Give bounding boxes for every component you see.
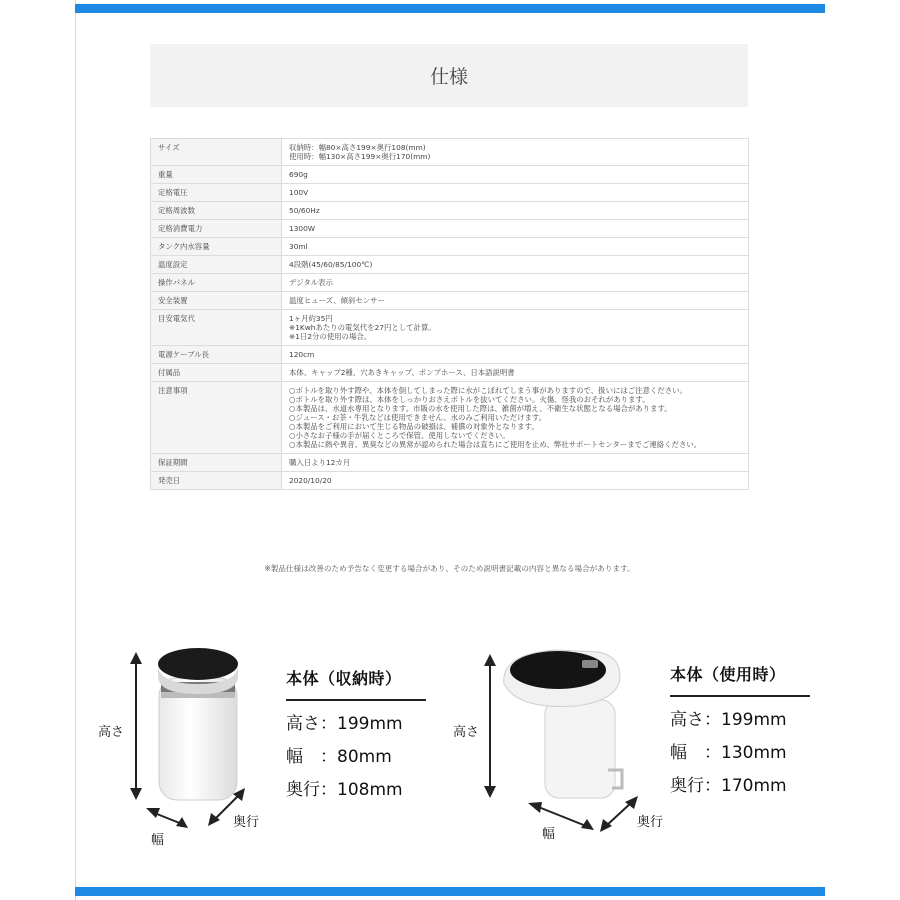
in-use-depth: 奥行：170mm [670, 776, 787, 796]
stored-depth-label: 奥行 [233, 815, 260, 830]
spec-value-line: ○本製品をご利用において生じる物品の破損は、補償の対象外となります。 [289, 422, 539, 431]
spec-row [151, 202, 749, 220]
spec-value-line: 温度ヒューズ、傾斜センサー [289, 296, 385, 305]
spec-value-line: 30ml [289, 242, 308, 251]
spec-row [151, 472, 749, 490]
spec-key: 定格周波数 [151, 202, 282, 220]
spec-row [151, 292, 749, 310]
spec-value-line: 使用時：幅130×高さ199×奥行170(mm) [289, 152, 431, 161]
width-arrow-icon [528, 802, 594, 830]
spec-row [151, 364, 749, 382]
spec-row [151, 274, 749, 292]
spec-value [282, 364, 749, 382]
spec-value [282, 382, 749, 454]
spec-value [282, 310, 749, 346]
stored-height-label: 高さ [98, 725, 125, 740]
in-use-width: 幅 ：130mm [670, 743, 787, 763]
spec-value [282, 454, 749, 472]
in-use-dimensions [670, 662, 810, 796]
spec-table [150, 138, 749, 490]
spec-value [282, 184, 749, 202]
page-title: 仕様 [429, 66, 468, 88]
spec-key: 注意事項 [151, 382, 282, 454]
page-frame-line [75, 0, 76, 900]
spec-key: 操作パネル [151, 274, 282, 292]
in-use-heading: 本体（使用時） [670, 662, 810, 697]
spec-value [282, 274, 749, 292]
spec-key: 保証期間 [151, 454, 282, 472]
spec-value-line: 本体、キャップ2種、穴あきキャップ、ポンプホース、日本語説明書 [289, 368, 515, 377]
spec-key: 付属品 [151, 364, 282, 382]
spec-row [151, 139, 749, 166]
spec-value [282, 256, 749, 274]
spec-value-line: 4段階(45/60/85/100℃) [289, 260, 373, 269]
spec-row [151, 454, 749, 472]
spec-note: ※製品仕様は改善のため予告なく変更する場合があり、そのため説明書記載の内容と異なる場合があります。 [264, 564, 635, 573]
spec-key: 定格消費電力 [151, 220, 282, 238]
height-arrow-icon [130, 652, 142, 800]
spec-value-line: 購入日より12カ月 [289, 458, 351, 467]
spec-row [151, 166, 749, 184]
spec-key: 電源ケーブル長 [151, 346, 282, 364]
spec-key: 目安電気代 [151, 310, 282, 346]
spec-row [151, 220, 749, 238]
top-accent-bar [75, 4, 825, 13]
stored-height: 高さ：199mm [286, 714, 403, 734]
spec-value-line: 1300W [289, 224, 316, 233]
stored-width: 幅 ：80mm [286, 747, 392, 767]
spec-key: 温度設定 [151, 256, 282, 274]
spec-value-line: ○ジュース・お茶・牛乳などは使用できません。水のみご利用いただけます。 [289, 413, 547, 422]
in-use-height-label: 高さ [453, 725, 480, 740]
spec-value-line: 2020/10/20 [289, 476, 332, 485]
stored-dimensions [286, 666, 426, 800]
spec-value-line: ○本製品は、水道水専用となります。市販の水を使用した際は、雑菌が増え、不衛生な状態となる場合があります。 [289, 404, 672, 413]
spec-value [282, 472, 749, 490]
spec-value-line: 690g [289, 170, 308, 179]
spec-row [151, 238, 749, 256]
spec-value-line: ○本製品に熱や異音、異臭などの異常が認められた場合は直ちにご使用を止め、弊社サポートセンターまでご連絡ください。 [289, 440, 702, 449]
spec-value-line: 120cm [289, 350, 315, 359]
spec-value [282, 166, 749, 184]
spec-value [282, 139, 749, 166]
spec-row [151, 346, 749, 364]
height-arrow-icon [484, 654, 496, 798]
bottom-accent-bar [75, 887, 825, 896]
spec-value-line: 100V [289, 188, 309, 197]
spec-key: タンク内水容量 [151, 238, 282, 256]
spec-value [282, 346, 749, 364]
spec-key: 発売日 [151, 472, 282, 490]
spec-key: サイズ [151, 139, 282, 166]
spec-key: 安全装置 [151, 292, 282, 310]
spec-row [151, 184, 749, 202]
spec-value-line: 1ヶ月約35円 [289, 314, 333, 323]
spec-value-line: ※1日2分の使用の場合。 [289, 332, 372, 341]
spec-value-line: ○小さなお子様の手が届くところで保管、使用しないでください。 [289, 431, 510, 440]
spec-value-line: ○ボトルを取り外す際や、本体を倒してしまった際に水がこぼれてしまう事がありますので、扱いにはご注意ください。 [289, 386, 687, 395]
spec-value-line: 50/60Hz [289, 206, 320, 215]
spec-value [282, 292, 749, 310]
stored-heading: 本体（収納時） [286, 666, 426, 701]
spec-key: 重量 [151, 166, 282, 184]
width-arrow-icon [146, 808, 188, 828]
depth-arrow-icon [600, 796, 638, 832]
spec-value-line: ○ボトルを取り外す際は、本体をしっかりおさえボトルを抜いてください。火傷、怪我のおそれがあります。 [289, 395, 650, 404]
spec-row [151, 310, 749, 346]
spec-value [282, 238, 749, 256]
in-use-height: 高さ：199mm [670, 710, 787, 730]
spec-value-line: 収納時：幅80×高さ199×奥行108(mm) [289, 143, 426, 152]
spec-value-line: ※1Kwhあたりの電気代を27円として計算。 [289, 323, 436, 332]
spec-key: 定格電圧 [151, 184, 282, 202]
spec-title-band [150, 44, 748, 107]
spec-value-line: デジタル表示 [289, 278, 333, 287]
spec-value [282, 220, 749, 238]
in-use-depth-label: 奥行 [637, 815, 664, 830]
stored-depth: 奥行：108mm [286, 780, 403, 800]
stored-width-label: 幅 [151, 833, 165, 848]
spec-row [151, 256, 749, 274]
spec-row [151, 382, 749, 454]
spec-value [282, 202, 749, 220]
in-use-width-label: 幅 [542, 827, 556, 842]
